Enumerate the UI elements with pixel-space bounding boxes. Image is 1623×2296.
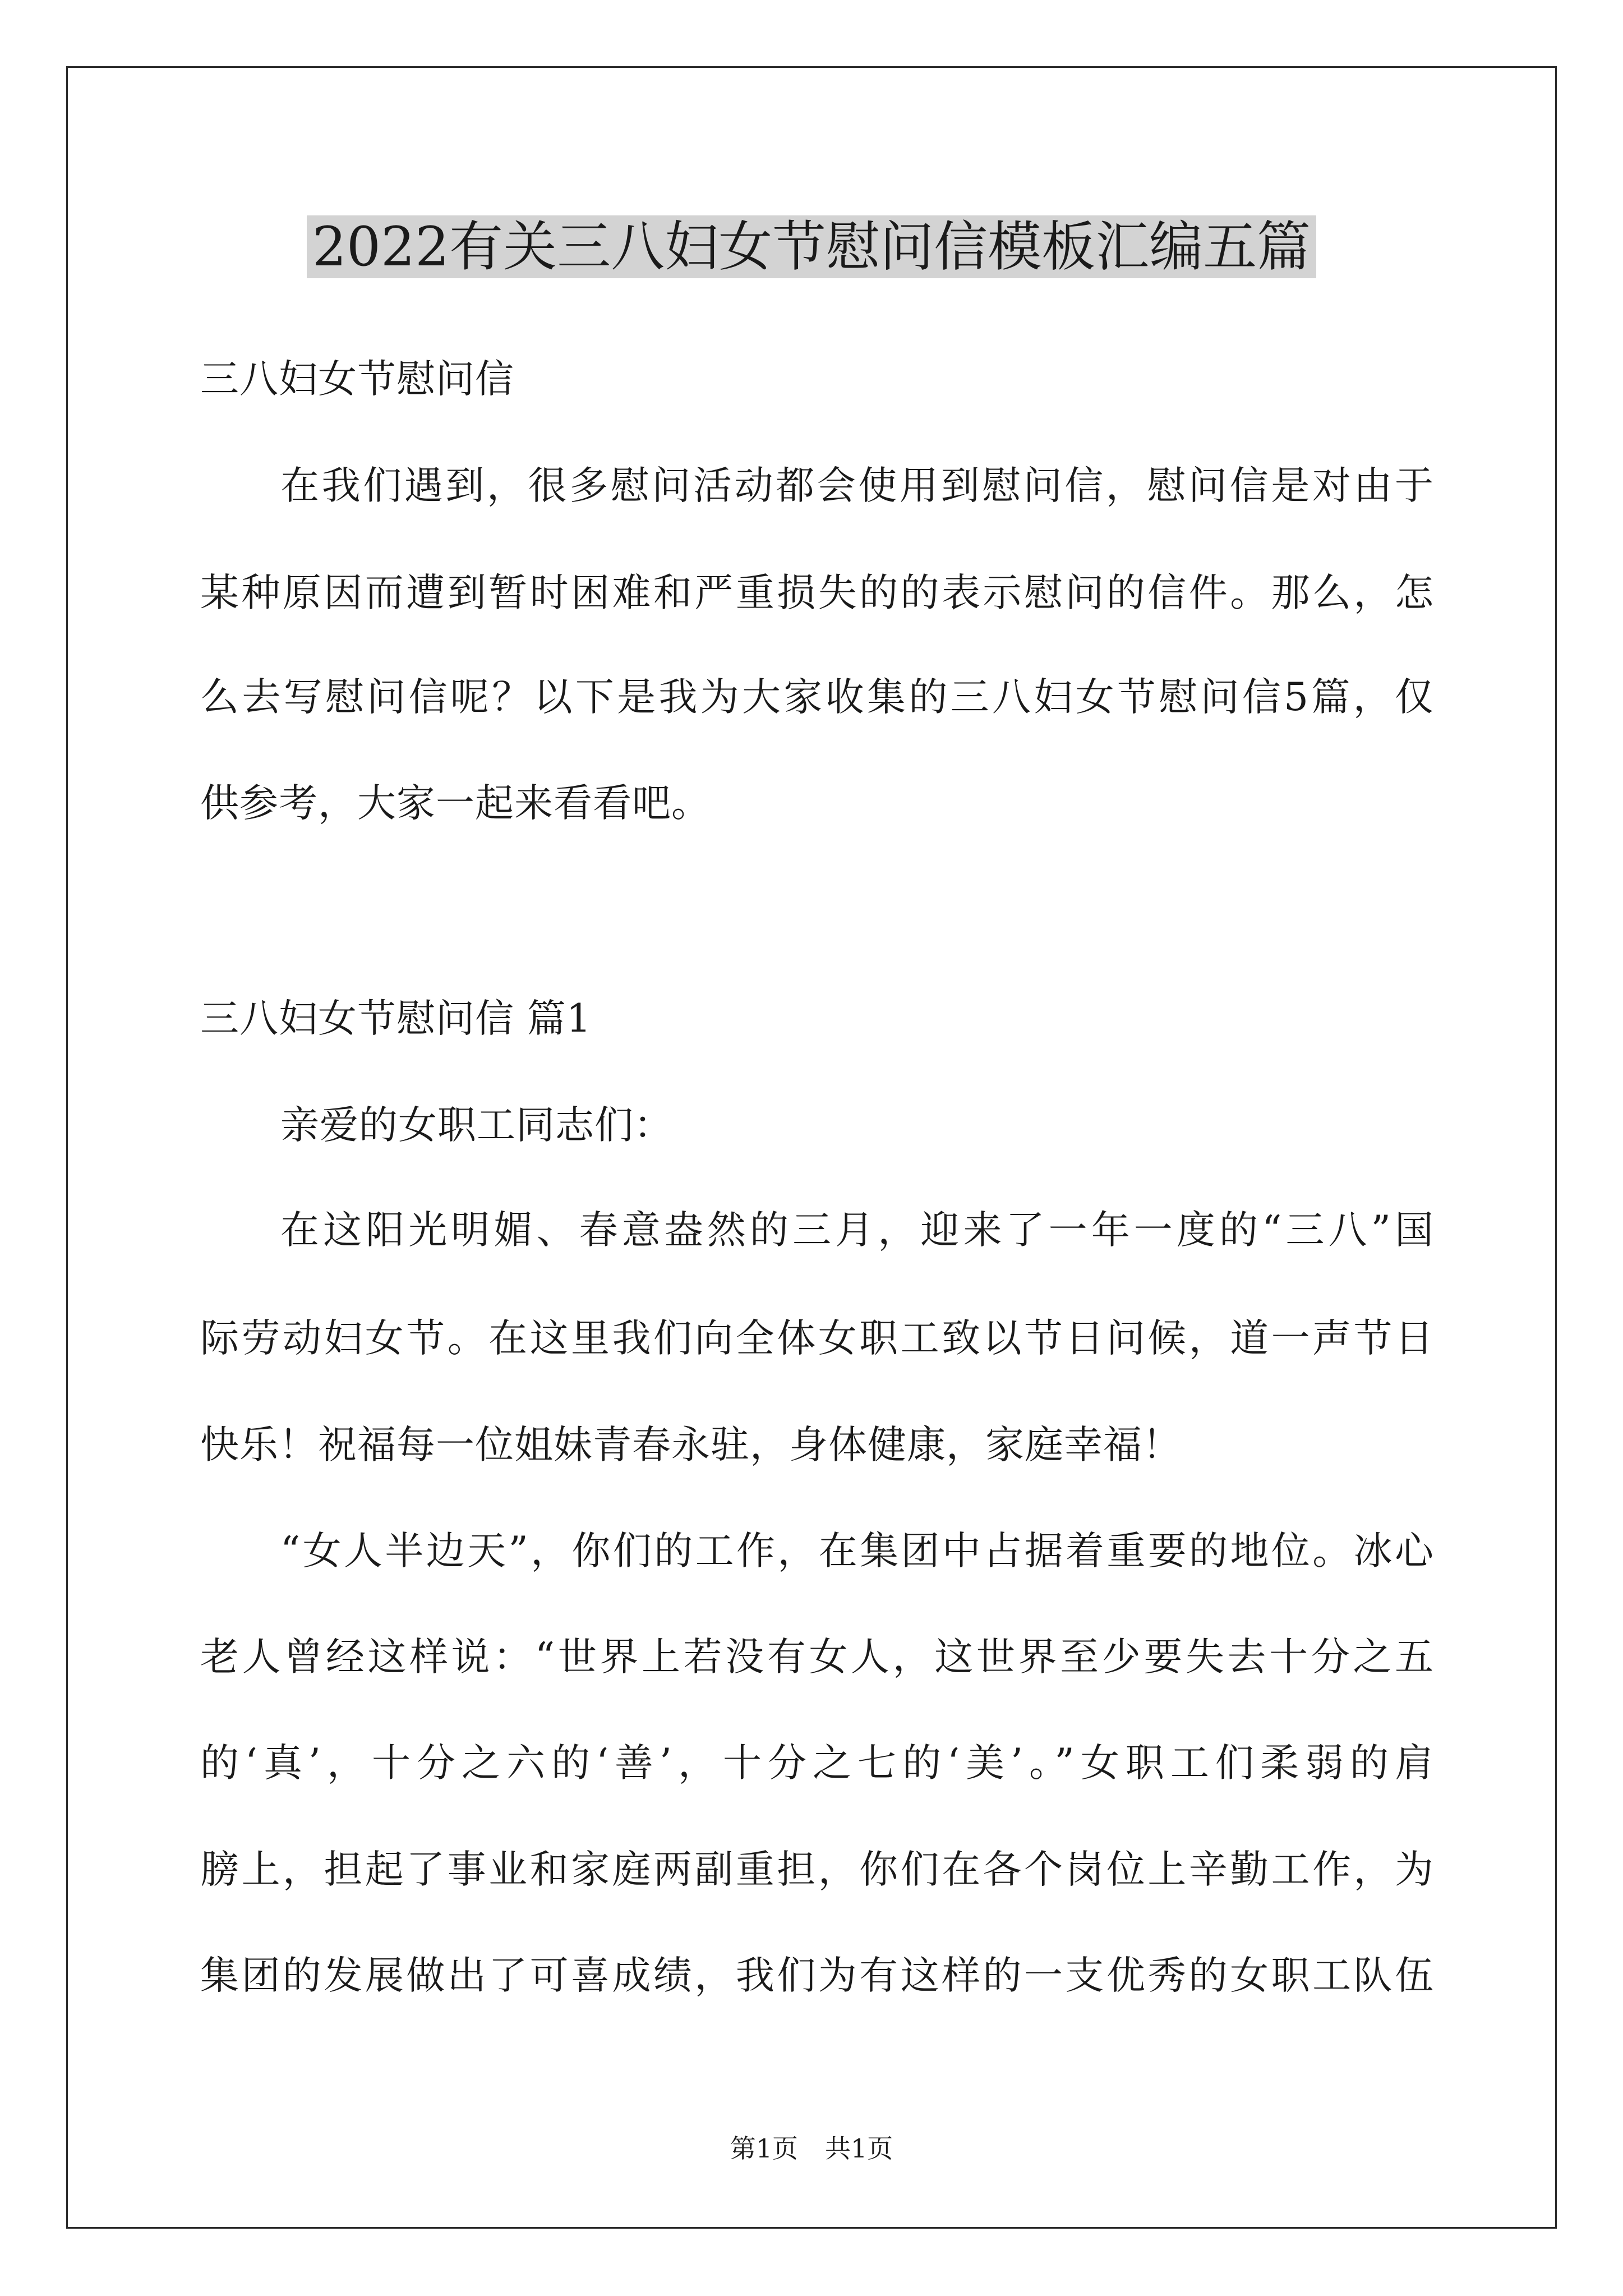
intro-heading: 三八妇女节慰问信 <box>200 357 514 402</box>
page-total: 共1页 <box>825 2133 893 2164</box>
page-number: 第1页 <box>730 2133 798 2164</box>
body-paragraph-line: 集团的发展做出了可喜成绩，我们为有这样的一支优秀的女职工队伍 <box>200 1953 1434 1998</box>
body-paragraph-line: 际劳动妇女节。在这里我们向全体女职工致以节日问候，道一声节日 <box>200 1316 1434 1361</box>
body-paragraph-line: 在这阳光明媚、春意盎然的三月，迎来了一年一度的“三八”国 <box>280 1208 1434 1253</box>
document-title <box>0 205 1623 289</box>
body-paragraph-line: 膀上，担起了事业和家庭两副重担，你们在各个岗位上辛勤工作，为 <box>200 1847 1434 1892</box>
body-paragraph-line: “女人半边天”，你们的工作，在集团中占据着重要的地位。冰心 <box>280 1529 1434 1573</box>
body-paragraph-line: 老人曾经这样说：“世界上若没有女人，这世界至少要失去十分之五 <box>200 1635 1434 1680</box>
document-title-text: 2022有关三八妇女节慰问信模板汇编五篇 <box>307 215 1316 278</box>
intro-paragraph-line: 某种原因而遭到暂时困难和严重损失的的表示慰问的信件。那么，怎 <box>200 570 1434 615</box>
intro-paragraph-line: 供参考，大家一起来看看吧。 <box>200 781 711 826</box>
intro-paragraph-line: 在我们遇到，很多慰问活动都会使用到慰问信，慰问信是对由于 <box>280 463 1434 508</box>
intro-paragraph-line: 么去写慰问信呢？以下是我为大家收集的三八妇女节慰问信5篇，仅 <box>200 675 1434 720</box>
body-paragraph-line: 的‘真’，十分之六的‘善’，十分之七的‘美’。”女职工们柔弱的肩 <box>200 1741 1434 1786</box>
section-heading: 三八妇女节慰问信 篇1 <box>200 996 592 1041</box>
body-paragraph-line: 快乐！祝福每一位姐妹青春永驻，身体健康，家庭幸福！ <box>200 1423 1182 1467</box>
salutation: 亲爱的女职工同志们： <box>280 1103 673 1148</box>
page-footer <box>0 2132 1623 2165</box>
